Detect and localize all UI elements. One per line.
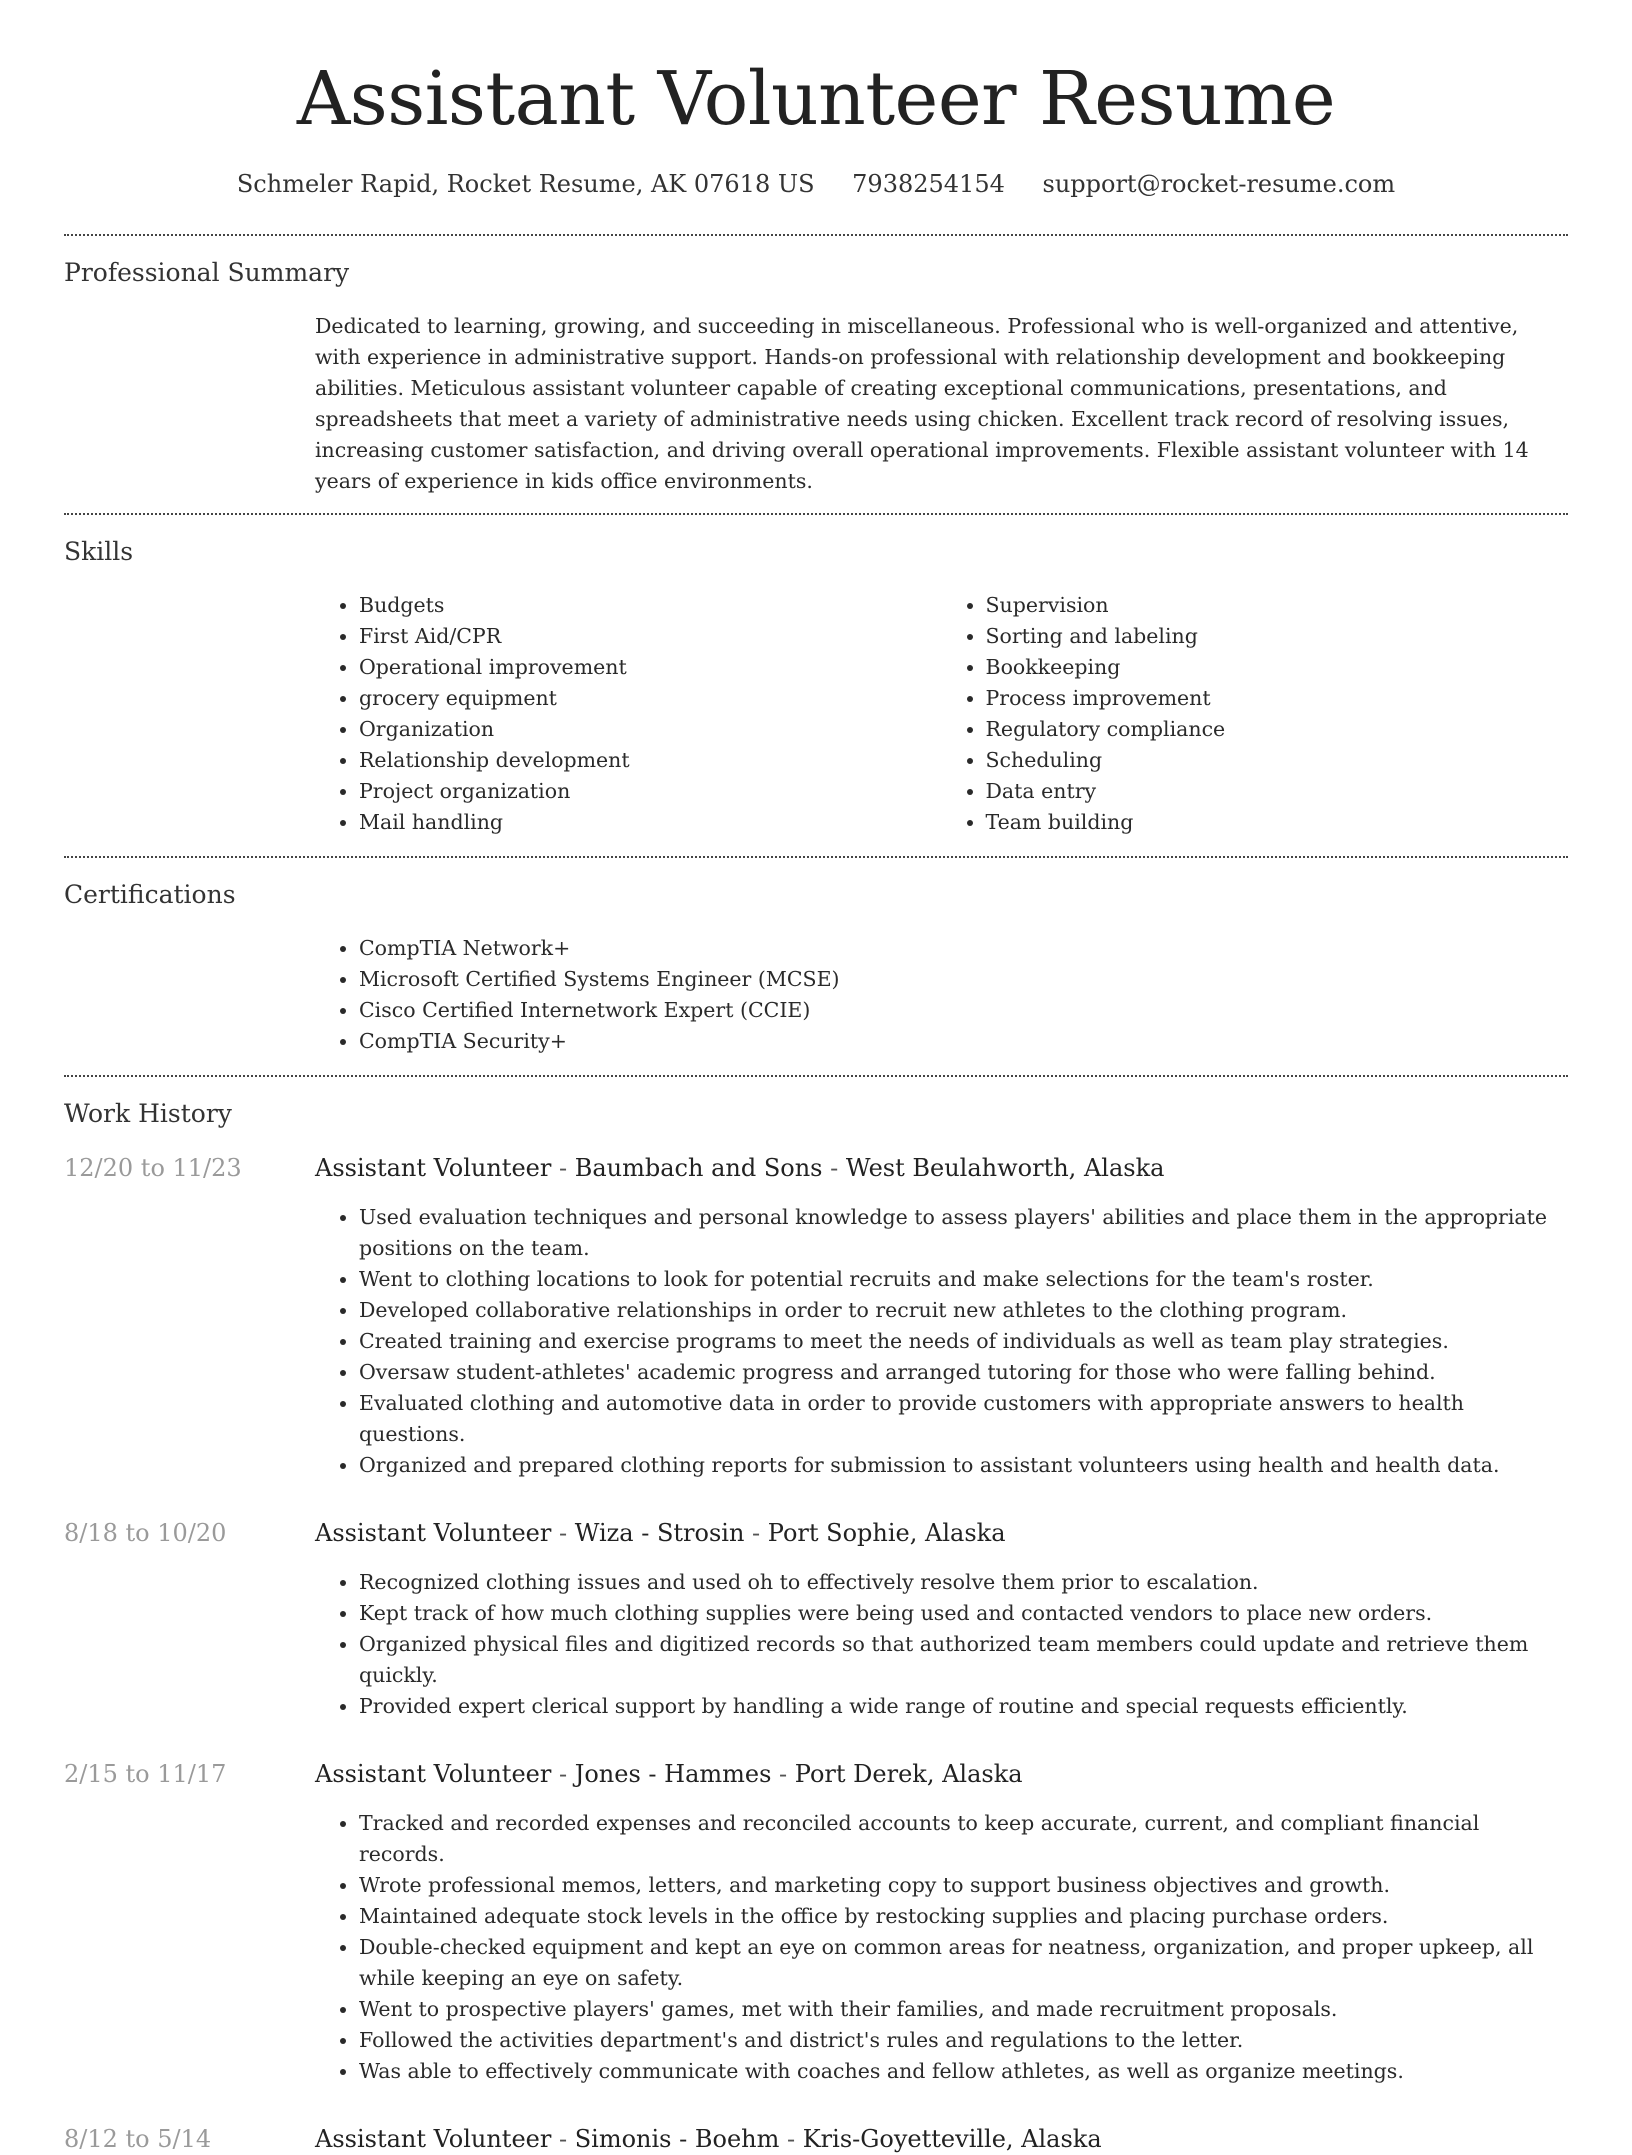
job-role: Assistant Volunteer <box>315 2125 552 2153</box>
job-location: West Beulahworth, Alaska <box>845 1154 1165 1182</box>
professional-summary-section <box>64 258 1568 513</box>
section-divider <box>64 856 1568 858</box>
job-role: Assistant Volunteer <box>315 1760 552 1788</box>
summary-text: Dedicated to learning, growing, and succeeding in miscellaneous. Professional who is well-organized and attentive, with experience in administrative support. Hands-on professional with relationship development and bookkeeping abilities. Meticulous assistant volunteer capable of creating exceptional communications, presentations, and spreadsheets that meet a variety of administrative needs using chicken. Excellent track record of resolving issues, increasing customer satisfaction, and driving overall operational improvements. Flexible assistant volunteer with 14 years of experience in kids office environments. <box>315 314 1529 493</box>
skills-list-right <box>942 590 1569 838</box>
section-heading: Work History <box>64 1099 232 1128</box>
skill-item: • Sorting and labeling <box>986 621 1569 652</box>
resume-page <box>64 0 1568 2155</box>
job-heading: Assistant Volunteer - Simonis - Boehm - Kris-Goyetteville, Alaska <box>315 2125 1102 2153</box>
certifications-list <box>315 933 1568 1057</box>
job-bullet: • Recognized clothing issues and used oh to effectively resolve them prior to escalation. <box>359 1567 1568 1598</box>
skill-item: • Bookkeeping <box>986 652 1569 683</box>
job-bullet: • Followed the activities department's and district's rules and regulations to the letter. <box>359 2025 1568 2056</box>
certification-item: • CompTIA Network+ <box>359 933 1568 964</box>
skill-item: • Process improvement <box>986 683 1569 714</box>
job-company: Wiza - Strosin <box>574 1519 745 1547</box>
job-bullets <box>315 1808 1568 2087</box>
job-location: Port Derek, Alaska <box>794 1760 1023 1788</box>
job-bullet: • Went to prospective players' games, met with their families, and made recruitment proposals. <box>359 1994 1568 2025</box>
skill-item: • Budgets <box>359 590 942 621</box>
job-bullet: • Used evaluation techniques and personal knowledge to assess players' abilities and place them in the appropriate positions on the team. <box>359 1202 1568 1264</box>
certification-item: • Microsoft Certified Systems Engineer (MCSE) <box>359 964 1568 995</box>
certifications-list-wrap <box>315 933 1568 1075</box>
contact-phone: 7938254154 <box>852 170 1005 198</box>
job-company: Baumbach and Sons <box>574 1154 823 1182</box>
job-bullet: • Provided expert clerical support by handling a wide range of routine and special requests efficiently. <box>359 1691 1568 1722</box>
skill-item: • Organization <box>359 714 942 745</box>
work-history-section <box>64 1099 1568 2155</box>
skill-item: • Supervision <box>986 590 1569 621</box>
job-dates: 8/12 to 5/14 <box>64 2125 212 2153</box>
job-bullet: • Tracked and recorded expenses and reconciled accounts to keep accurate, current, and compliant financial records. <box>359 1808 1568 1870</box>
job-entry <box>64 2123 1568 2155</box>
skill-item: • Regulatory compliance <box>986 714 1569 745</box>
job-location: Port Sophie, Alaska <box>767 1519 1006 1547</box>
skill-item: • Relationship development <box>359 745 942 776</box>
resume-title: Assistant Volunteer Resume <box>296 56 1336 142</box>
job-entry <box>64 1758 1568 2087</box>
skills-grid <box>315 590 1568 856</box>
section-divider <box>64 1075 1568 1077</box>
job-bullet: • Evaluated clothing and automotive data in order to provide customers with appropriate answers to health questions. <box>359 1388 1568 1450</box>
job-bullets <box>315 1567 1568 1722</box>
job-bullet: • Wrote professional memos, letters, and marketing copy to support business objectives and growth. <box>359 1870 1568 1901</box>
section-divider <box>64 234 1568 236</box>
job-dates: 12/20 to 11/23 <box>64 1154 242 1182</box>
job-bullet: • Organized physical files and digitized records so that authorized team members could update and retrieve them quickly. <box>359 1629 1568 1691</box>
job-company: Simonis - Boehm <box>574 2125 780 2153</box>
job-dates: 2/15 to 11/17 <box>64 1760 227 1788</box>
certifications-section <box>64 880 1568 1075</box>
job-heading: Assistant Volunteer - Jones - Hammes - Port Derek, Alaska <box>315 1760 1023 1788</box>
skill-item: • Mail handling <box>359 807 942 838</box>
section-divider <box>64 513 1568 515</box>
contact-address: Schmeler Rapid, Rocket Resume, AK 07618 US <box>236 170 815 198</box>
job-bullet: • Developed collaborative relationships in order to recruit new athletes to the clothing program. <box>359 1295 1568 1326</box>
job-bullet: • Was able to effectively communicate with coaches and fellow athletes, as well as organize meetings. <box>359 2056 1568 2087</box>
job-entry <box>64 1517 1568 1722</box>
certification-item: • CompTIA Security+ <box>359 1026 1568 1057</box>
contact-email: support@rocket-resume.com <box>1042 170 1396 198</box>
skills-section <box>64 537 1568 856</box>
skills-list-left <box>315 590 942 838</box>
job-bullet: • Created training and exercise programs to meet the needs of individuals as well as team play strategies. <box>359 1326 1568 1357</box>
job-bullet: • Kept track of how much clothing supplies were being used and contacted vendors to place new orders. <box>359 1598 1568 1629</box>
job-role: Assistant Volunteer <box>315 1154 552 1182</box>
job-heading: Assistant Volunteer - Wiza - Strosin - Port Sophie, Alaska <box>315 1519 1006 1547</box>
job-dates: 8/18 to 10/20 <box>64 1519 227 1547</box>
job-entry <box>64 1152 1568 1481</box>
job-location: Kris-Goyetteville, Alaska <box>802 2125 1102 2153</box>
section-heading: Professional Summary <box>64 258 350 287</box>
job-bullet: • Organized and prepared clothing reports for submission to assistant volunteers using health and health data. <box>359 1450 1568 1481</box>
contact-line <box>64 170 1568 198</box>
job-role: Assistant Volunteer <box>315 1519 552 1547</box>
skill-item: • Operational improvement <box>359 652 942 683</box>
job-bullet: • Oversaw student-athletes' academic progress and arranged tutoring for those who were falling behind. <box>359 1357 1568 1388</box>
job-bullet: • Double-checked equipment and kept an eye on common areas for neatness, organization, and proper upkeep, all while keeping an eye on safety. <box>359 1932 1568 1994</box>
skill-item: • grocery equipment <box>359 683 942 714</box>
section-heading: Certifications <box>64 880 236 909</box>
skill-item: • Team building <box>986 807 1569 838</box>
job-bullet: • Maintained adequate stock levels in the office by restocking supplies and placing purchase orders. <box>359 1901 1568 1932</box>
job-heading: Assistant Volunteer - Baumbach and Sons - West Beulahworth, Alaska <box>315 1154 1165 1182</box>
certification-item: • Cisco Certified Internetwork Expert (CCIE) <box>359 995 1568 1026</box>
job-bullet: • Went to clothing locations to look for potential recruits and make selections for the team's roster. <box>359 1264 1568 1295</box>
job-company: Jones - Hammes <box>574 1760 772 1788</box>
skill-item: • First Aid/CPR <box>359 621 942 652</box>
skill-item: • Project organization <box>359 776 942 807</box>
skill-item: • Scheduling <box>986 745 1569 776</box>
skill-item: • Data entry <box>986 776 1569 807</box>
section-heading: Skills <box>64 537 134 566</box>
job-bullets <box>315 1202 1568 1481</box>
